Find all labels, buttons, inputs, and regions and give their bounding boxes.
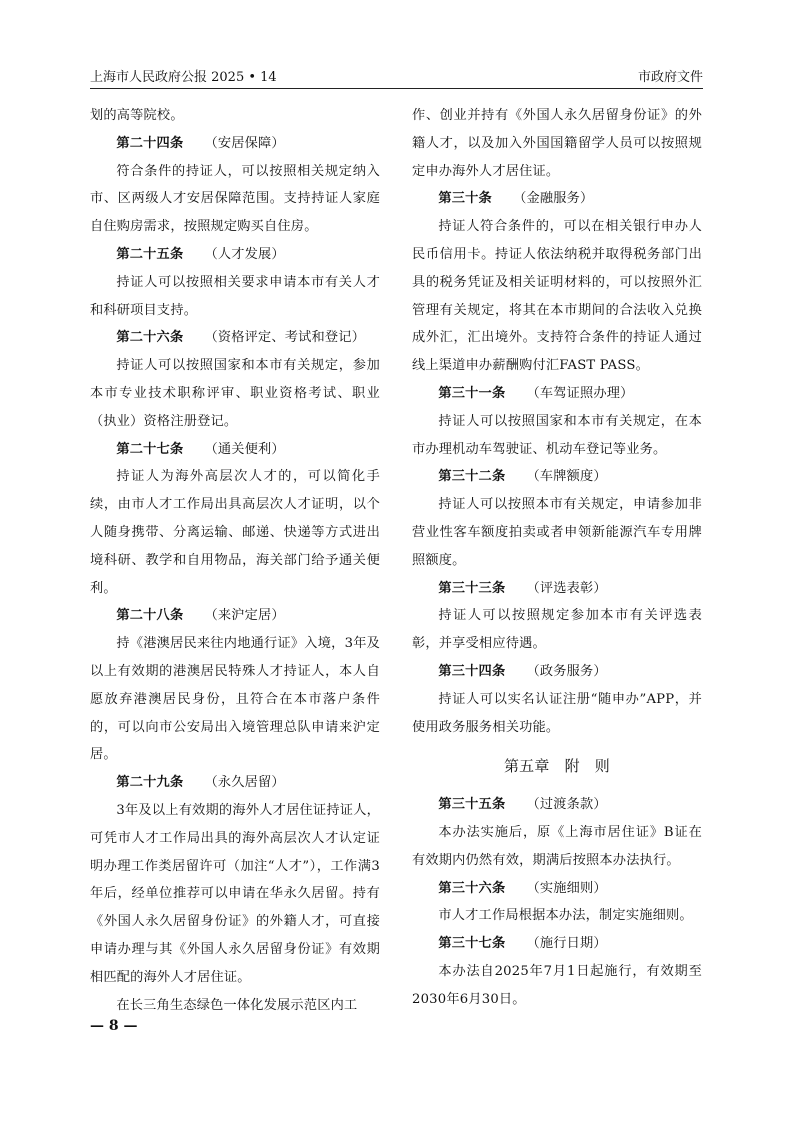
article-paragraph: 持证人可以按照国家和本市有关规定，在本市办理机动车驾驶证、机动车登记等业务。 [412, 413, 702, 457]
left-column [90, 102, 380, 1019]
article-number: 第三十七条 [438, 936, 506, 952]
continued-text: 划的高等院校。 [90, 108, 184, 123]
header-rule [90, 88, 703, 89]
article-heading [412, 185, 702, 213]
article-number: 第三十二条 [438, 469, 506, 485]
article-paragraph: 市人才工作局根据本办法，制定实施细则。 [438, 908, 693, 924]
article-number: 第二十六条 [116, 330, 184, 346]
article-paragraph: 3年及以上有效期的海外人才居住证持证人，可凭市人才工作局出具的海外高层次人才认定证明办理工作类居留许可（加注“人才”），工作满3年后，经单位推荐可以申请在华永久居留。持有《外国人永久居留身份证》的外籍人才，可直接申请办理与其《外国人永久居留身份证》有效期相匹配的海外人才居住证。 [90, 802, 380, 985]
article-number: 第三十三条 [438, 580, 506, 596]
article-title: （过渡条款） [526, 797, 607, 813]
article-heading [412, 463, 702, 491]
article-paragraph: 持《港澳居民来往内地通行证》入境，3年及以上有效期的港澳居民特殊人才持证人，本人自愿放弃港澳居民身份，且符合在本市落户条件的，可以向市公安局出入境管理总队申请来沪定居。 [90, 636, 380, 763]
article-number: 第三十一条 [438, 385, 506, 401]
article-paragraph: 持证人可以按照规定参加本市有关评选表彰，并享受相应待遇。 [412, 608, 702, 652]
article-heading [412, 930, 702, 958]
chapter-number: 第五章 [503, 757, 550, 776]
article-paragraph: 持证人可以实名认证注册“随申办”APP，并使用政务服务相关功能。 [412, 691, 702, 735]
article-title: （通关便利） [204, 441, 285, 457]
chapter-title-2: 则 [594, 757, 610, 776]
chapter-heading [412, 753, 702, 781]
article-number: 第三十条 [438, 191, 492, 207]
article-heading [90, 436, 380, 464]
article-paragraph: 持证人符合条件的，可以在相关银行申办人民币信用卡。持证人依法纳税并取得税务部门出具的税务凭证及相关证明材料的，可以按照外汇管理有关规定，将其在本市期间的合法收入兑换成外汇，汇出境外。支持符合条件的持证人通过线上渠道申办薪酬购付汇FAST PASS。 [412, 219, 702, 374]
article-title: （实施细则） [526, 880, 607, 896]
article-paragraph: 本办法自2025年7月1日起施行，有效期至2030年6月30日。 [412, 963, 702, 1007]
article-number: 第三十四条 [438, 663, 506, 679]
article-title: （车驾证照办理） [526, 385, 634, 401]
article-heading [90, 241, 380, 269]
article-title: （人才发展） [204, 246, 285, 262]
article-paragraph: 在长三角生态绿色一体化发展示范区内工 [116, 997, 358, 1013]
article-paragraph: 本办法实施后，原《上海市居住证》B证在有效期内仍然有效，期满后按照本办法执行。 [412, 824, 702, 868]
article-number: 第二十五条 [116, 246, 184, 262]
bulletin-title: 上海市人民政府公报 2025 • 14 [90, 70, 277, 85]
article-title: （施行日期） [526, 936, 607, 952]
article-heading [412, 380, 702, 408]
continued-text: 作、创业并持有《外国人永久居留身份证》的外籍人才，以及加入外国国籍留学人员可以按照规定申办海外人才居住证。 [412, 108, 702, 179]
article-title: （资格评定、考试和登记） [204, 330, 366, 346]
article-number: 第二十八条 [116, 608, 184, 624]
article-title: （金融服务） [513, 191, 594, 207]
chapter-title-1: 附 [564, 757, 580, 776]
article-paragraph: 持证人可以按照相关要求申请本市有关人才和科研项目支持。 [90, 274, 380, 318]
article-heading [90, 769, 380, 797]
article-number: 第三十五条 [438, 797, 506, 813]
page-number: — 8 — [90, 1018, 138, 1034]
article-number: 第二十九条 [116, 775, 184, 791]
article-heading [412, 575, 702, 603]
article-title: （车牌额度） [526, 469, 607, 485]
article-paragraph: 符合条件的持证人，可以按照相关规定纳入市、区两级人才安居保障范围。支持持证人家庭自住购房需求，按照规定购买自住房。 [90, 163, 380, 235]
article-heading [412, 791, 702, 819]
right-column [412, 102, 702, 1014]
article-heading [412, 875, 702, 903]
article-paragraph: 持证人为海外高层次人才的，可以简化手续，由市人才工作局出具高层次人才证明，以个人随身携带、分离运输、邮递、快递等方式进出境科研、教学和自用物品，海关部门给予通关便利。 [90, 469, 380, 596]
article-title: （来沪定居） [204, 608, 285, 624]
article-title: （评选表彰） [526, 580, 607, 596]
article-title: （政务服务） [526, 663, 607, 679]
article-title: （安居保障） [204, 135, 285, 151]
page-header [90, 66, 703, 88]
section-label: 市政府文件 [637, 70, 703, 85]
article-number: 第二十七条 [116, 441, 184, 457]
article-heading [90, 324, 380, 352]
article-heading [90, 130, 380, 158]
article-paragraph: 持证人可以按照国家和本市有关规定，参加本市专业技术职称评审、职业资格考试、职业（执业）资格注册登记。 [90, 358, 380, 429]
article-number: 第二十四条 [116, 135, 184, 151]
article-heading [412, 658, 702, 686]
article-heading [90, 602, 380, 630]
article-title: （永久居留） [204, 775, 285, 791]
article-paragraph: 持证人可以按照本市有关规定，申请参加非营业性客车额度拍卖或者申领新能源汽车专用牌照额度。 [412, 497, 702, 568]
article-number: 第三十六条 [438, 880, 506, 896]
